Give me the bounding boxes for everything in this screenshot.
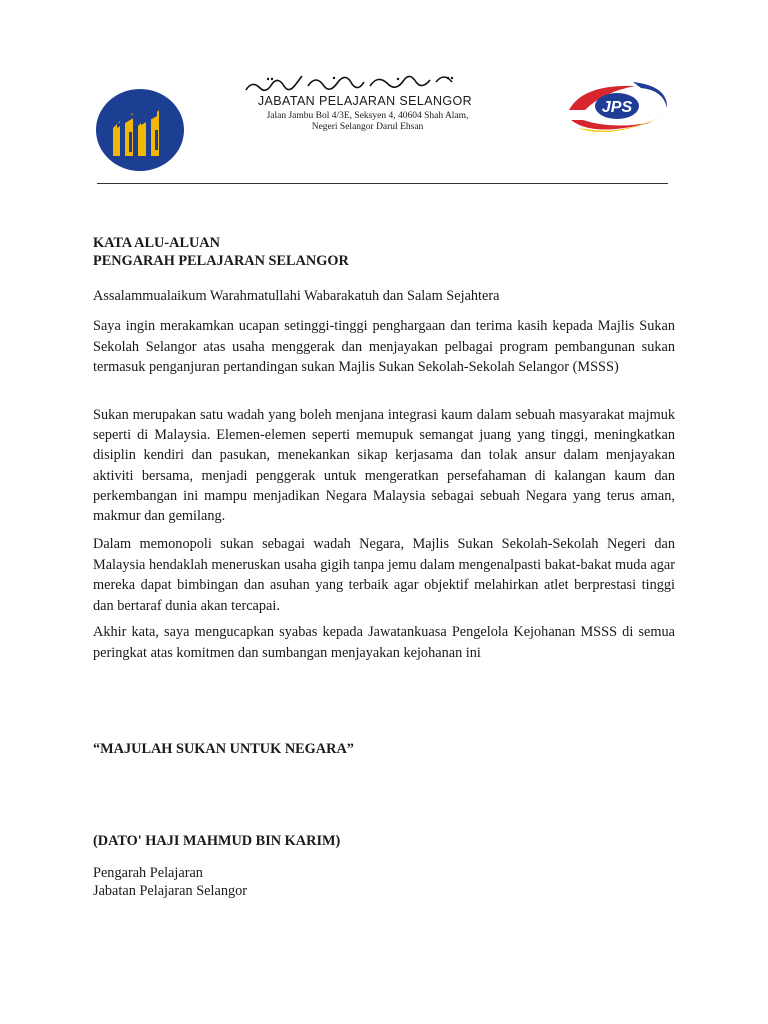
title-line-1: KATA ALU-ALUAN	[93, 235, 220, 251]
title-line-2: PENGARAH PELAJARAN SELANGOR	[93, 252, 349, 269]
paragraph-3: Dalam memonopoli sukan sebagai wadah Negara, Majlis Sukan Sekolah-Sekolah Negeri dan Malaysia hendaklah meneruskan usaha gigih tanpa jemu dalam mengenalpasti bakat-bakat muda agar mereka dapat bimbingan dan asuhan yang terbaik agar objektif melahirkan atlet berprestasi tinggi dan bertaraf dunia akan tercapai.	[93, 536, 675, 614]
greeting: Assalammualaikum Warahmatullahi Wabarakatuh dan Salam Sejahtera	[93, 288, 500, 304]
paragraph-4: Akhir kata, saya mengucapkan syabas kepada Jawatankuasa Pengelola Kejohanan MSSS di semua peringkat atas komitmen dan sumbangan menjayakan kejohanan ini	[93, 624, 675, 661]
letter-title	[93, 235, 675, 270]
paragraph-1: Saya ingin merakamkan ucapan setinggi-tinggi penghargaan dan terima kasih kepada Majlis Sukan Sekolah Selangor atas usaha menggerak dan menjayakan pelbagai program pembangunan sukan termasuk penganjuran pertandingan sukan Majlis Sukan Sekolah-Sekolah Selangor (MSSS)	[93, 318, 675, 375]
header-divider	[97, 183, 668, 184]
address-line-1: Jalan Jambu Bol 4/3E, Seksyen 4, 40604 Shah Alam,	[266, 111, 469, 121]
signatory-block	[93, 864, 675, 900]
signatory-department: Jabatan Pelajaran Selangor	[93, 883, 248, 899]
slogan: “MAJULAH SUKAN UNTUK NEGARA”	[93, 741, 354, 757]
svg-text:JPS: JPS	[601, 99, 633, 116]
jawi-script-icon	[238, 74, 488, 96]
jawi-department-name	[238, 74, 488, 96]
jps-swoosh-logo	[563, 80, 673, 138]
signatory-name: (DATO' HAJI MAHMUD BIN KARIM)	[93, 833, 341, 849]
signatory-title: Pengarah Pelajaran	[93, 865, 203, 881]
department-name: JABATAN PELAJARAN SELANGOR	[257, 94, 473, 108]
address-line-2: Negeri Selangor Darul Ehsan	[311, 122, 424, 132]
jps-emblem-logo	[95, 88, 185, 172]
department-address	[230, 111, 505, 133]
paragraph-2: Sukan merupakan satu wadah yang boleh menjana integrasi kaum dalam sebuah masyarakat majmuk seperti di Malaysia. Elemen-elemen seperti memupuk semangat juang yang tinggi, meningkatkan disiplin kendiri dan pasukan, menekankan sikap kerjasama dan tolak ansur dalam menjayakan aktiviti bersama, menjadi penggerak untuk mengeratkan persefahaman di kalangan kaum dan perkembangan ini mampu menjadikan Negara Malaysia sebagai sebuah Negara yang terus aman, makmur dan gemilang.	[93, 407, 675, 525]
